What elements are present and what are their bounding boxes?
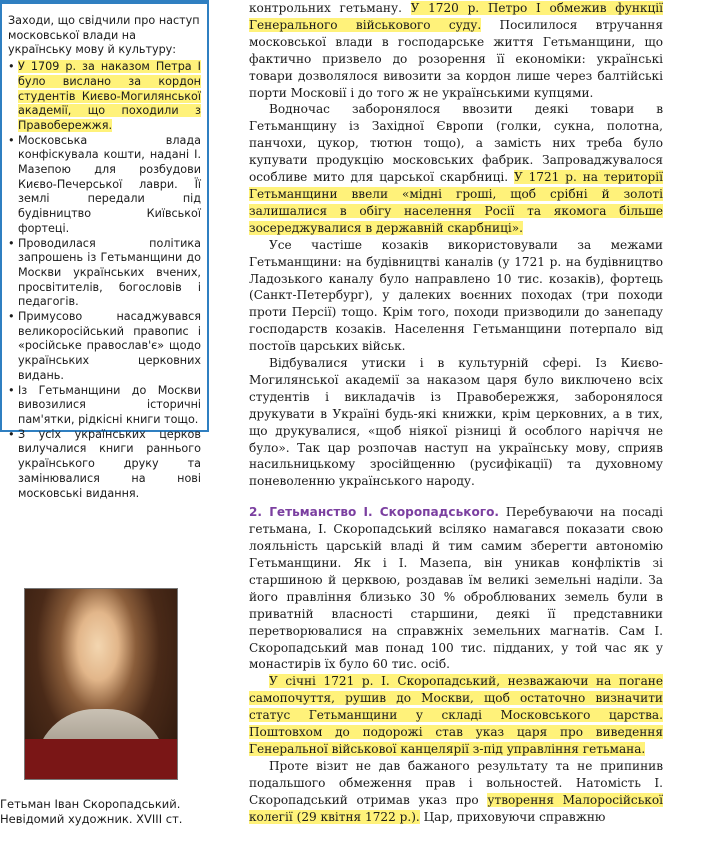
paragraph (249, 673, 663, 758)
list-item: • Проводилася політика запрошень із Гетьманщини до Москви українських вчених, просвітителів, богословів і педагогів. (18, 237, 201, 311)
list-item: • Московська влада конфіскувала кошти, надані І. Мазепою для розбудови Києво-Печерської лаври. Її землі передали під будівництво Київської фортеці. (18, 134, 201, 237)
caption-line-2: Невідомий художник. XVIII ст. (0, 812, 183, 826)
sidebar-intro: Заходи, що свідчили про наступ московської влади на українську мову й культуру: (8, 14, 200, 57)
highlighted-text: У січні 1721 р. І. Скоропадський, незважаючи на погане самопочуття, рушив до Москви, щоб остаточно визначити статус Гетьманщини у складі Московського царства. Поштовхом до подорожі став указ царя про виведення Генеральної військової канцелярії з-під управління гетьмана. (249, 674, 663, 756)
text-run: Посилилося втручання московської влади в господарське життя Гетьманщини, що фактично призвело до розорення її економіки: українські товари дозволялося вивозити за кордон лише через балтійські порти Московії і до того ж не українськими купцями. (249, 17, 663, 100)
section-title: 2. Гетьманство І. Скоропадського. (249, 505, 499, 520)
section-paragraph (249, 504, 663, 673)
portrait-coat (25, 739, 177, 779)
list-item: • Із Гетьманщини до Москви вивозилися історичні пам'ятки, рідкісні книги тощо. (18, 384, 201, 428)
highlighted-text: У 1721 р. на території Гетьманщини ввели «мідні гроші, щоб срібні й золоті залишалися в обігу населення Росії та якомога більше зосереджувалися в державній скарбниці». (249, 170, 663, 235)
highlighted-text: утворення Малоросійської колегії (29 квітня 1722 р.). (249, 792, 663, 824)
text-run: Проте візит не дав бажаного результату та не припинив подальшого обмеження прав і вольностей. Натомість І. Скоропадський отримав указ про (249, 758, 663, 807)
paragraph (249, 101, 663, 236)
paragraph: Усе частіше козаків використовували за межами Гетьманщини: на будівництві каналів (у 1721 р. на будівництво Ладозького каналу було направлено 10 тис. козаків), фортець (Санкт-Петербург), у далеких воєнних походах (три походи проти Персії) тощо. Крім того, походи призводили до занепаду господарств козаків. Населення Гетьманщини потерпало від постоїв царських військ. (249, 237, 663, 354)
list-item (18, 60, 201, 134)
paragraph (249, 758, 663, 826)
text-run: Перебуваючи на посаді гетьмана, І. Скоропадський всіляко намагався показати свою лояльність царській владі й тим самим зберегти автономію Гетьманщини. Як і І. Мазепа, він уникав конфліктів зі старшиною й церквою, роздавав їм великі земельні наділи. За його правління близько 30 % оброблюваних земель були в приватній власності старшини, деякі її представники перетворювалися на справжніх земельних магнатів. Сам І. Скоропадський мав понад 100 тис. підданих, у той час як у монастирів їх було 60 тис. осіб. (249, 505, 663, 672)
text-run: Цар, приховуючи справжню (419, 809, 606, 824)
sidebar-list (8, 60, 201, 501)
main-text (249, 0, 663, 826)
text-run: контрольних гетьману. (249, 1, 411, 15)
highlighted-text: У 1720 р. Петро І обмежив функції Генерального військового суду. (249, 1, 663, 32)
text-run: Водночас заборонялося ввозити деякі товари в Гетьманщину із Західної Європи (голки, сукна, полотна, панчохи, цукор, тютюн тощо), а замість них треба було купувати продукцію московських фабрик. Запроваджувалося особливе мито для царської скарбниці. (249, 102, 663, 185)
portrait-caption (0, 797, 200, 827)
sidebar-box (0, 0, 209, 500)
highlighted-text: У 1709 р. за наказом Петра І було вислано за кордон студентів Києво-Могилянської академії, що походили з Правобережжя. (18, 60, 201, 132)
list-item: • Примусово насаджувався великоросійський правопис і «російське православ'є» щодо українських церковних видань. (18, 310, 201, 384)
paragraph (249, 0, 663, 101)
caption-line-1: Гетьман Іван Скоропадський. (0, 797, 181, 811)
list-item: • З усіх українських церков вилучалися книги раннього українського друку та замінювалися на нові московські видання. (18, 428, 201, 502)
paragraph: Відбувалися утиски і в культурній сфері. Із Києво-Могилянської академії за наказом царя було виключено всіх студентів і викладачів із Правобережжя, заборонялося друкувати в Україні будь-які книжки, крім церковних, а в тих, що друкувалися, «щоб ніякої різниці й особлого наріччя не було». Так цар розпочав наступ на українську мову, сприяв насильницькому зросійщенню (русифікації) та духовному поневоленню українського народу. (249, 356, 663, 489)
portrait-image (24, 588, 178, 780)
